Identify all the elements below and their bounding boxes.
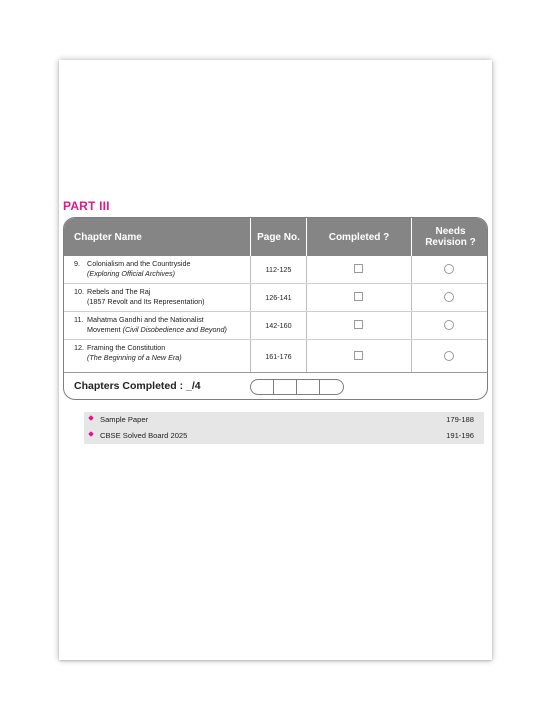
- completed-checkbox[interactable]: [354, 320, 363, 329]
- list-item: Sample Paper 179-188: [84, 412, 484, 428]
- bullet-icon: [88, 415, 94, 421]
- chapter-name: 9. Colonialism and the Countryside (Exploring Official Archives): [74, 259, 191, 278]
- completed-checkbox[interactable]: [354, 292, 363, 301]
- part-title: PART III: [63, 199, 110, 213]
- chapters-completed-row: [64, 373, 487, 400]
- completed-checkbox[interactable]: [354, 351, 363, 360]
- header-completed: Completed ?: [328, 231, 390, 243]
- list-item: CBSE Solved Board 2025 191-196: [84, 428, 484, 444]
- chapter-pages: 161-176: [265, 351, 292, 361]
- table-row: [64, 312, 487, 340]
- header-page-no: Page No.: [257, 231, 300, 243]
- revision-radio[interactable]: [444, 292, 454, 302]
- table-header: [64, 218, 487, 256]
- chapter-name: 11. Mahatma Gandhi and the Nationalist Movement (Civil Disobedience and Beyond): [74, 315, 227, 334]
- table-row: [64, 340, 487, 373]
- revision-radio[interactable]: [444, 351, 454, 361]
- header-chapter-name: Chapter Name: [74, 231, 142, 243]
- chapters-completed-label: Chapters Completed : _/4: [74, 380, 201, 392]
- chapter-table: [63, 217, 488, 400]
- document-page: [59, 60, 492, 660]
- chapter-pages: 112-125: [265, 265, 292, 274]
- table-row: [64, 284, 487, 312]
- completed-checkbox[interactable]: [354, 264, 363, 273]
- revision-radio[interactable]: [444, 264, 454, 274]
- chapter-name: 10. Rebels and The Raj (1857 Revolt and Its Representation): [74, 287, 205, 306]
- progress-tracker[interactable]: [250, 379, 344, 395]
- bullet-icon: [88, 431, 94, 437]
- chapter-pages: 126-141: [265, 293, 292, 302]
- table-row: [64, 256, 487, 284]
- chapter-pages: 142-160: [265, 321, 292, 330]
- chapter-name: 12. Framing the Constitution (The Beginning of a New Era): [74, 343, 182, 362]
- revision-radio[interactable]: [444, 320, 454, 330]
- header-needs-revision: Needs Revision ?: [425, 226, 476, 248]
